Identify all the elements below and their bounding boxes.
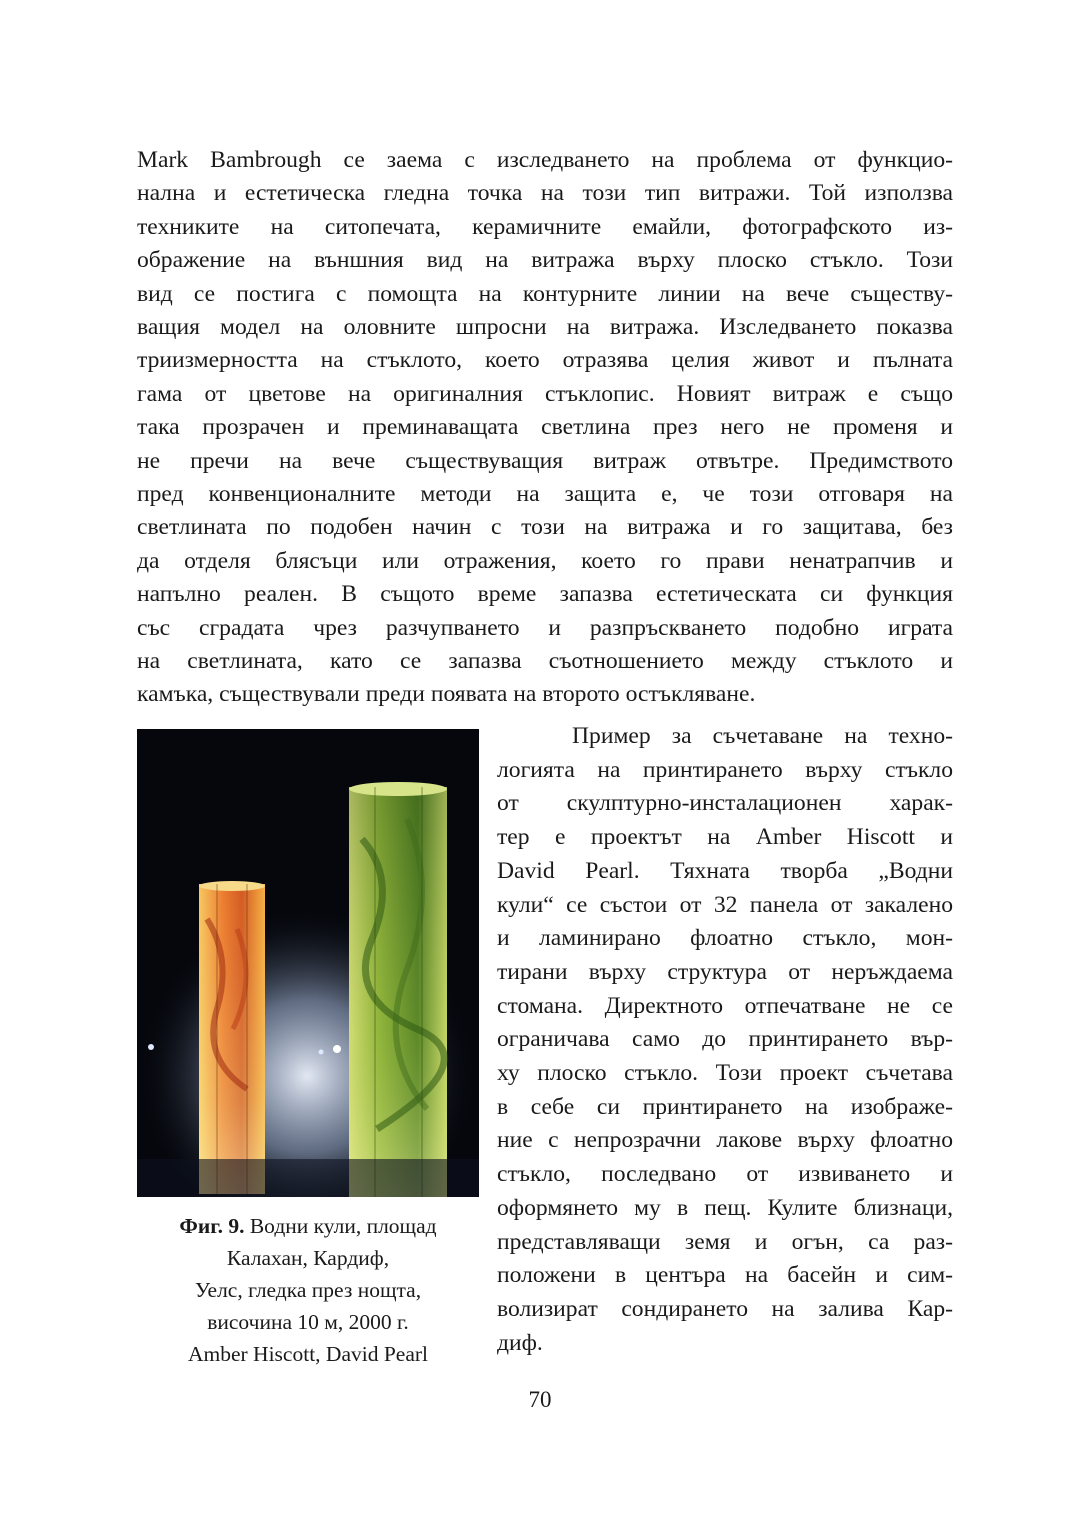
caption-line-5: Amber Hiscott, David Pearl	[187, 1342, 429, 1366]
paragraph-1-line: Mark Bambrough се заема с изследването на проблема от функцио-	[137, 147, 953, 173]
paragraph-2-line: положени в центъра на басейн и сим-	[497, 1262, 953, 1289]
paragraph-1-line: напълно реален. В същото време запазва естетическата си функция	[137, 581, 953, 608]
paragraph-1-line: ображение на външния вид на витража върху плоско стъкло. Този	[137, 247, 953, 274]
paragraph-2-line: кули“ се състои от 32 панела от закалено	[497, 891, 953, 918]
paragraph-2-line: ху плоско стъкло. Този проект съчетава	[497, 1060, 953, 1086]
caption-line-1	[137, 1210, 479, 1242]
paragraph-1-line: триизмерността на стъклото, което отразява целия живот и пълната	[137, 347, 953, 374]
figure-photo-water-towers	[137, 729, 479, 1197]
paragraph-2-line: стомана. Директното отпечатване не се	[497, 992, 953, 1019]
paragraph-2-line: David Pearl. Тяхната творба „Водни	[497, 857, 953, 884]
paragraph-1-line: ващия модел на оловните шпросни на витража. Изследването показва	[137, 314, 953, 340]
caption-line-2: Калахан, Кардиф,	[226, 1246, 390, 1270]
paragraph-1-line: гама от цветове на оригиналния стъклопис. Новият витраж е също	[137, 380, 953, 407]
caption-line-3: Уелс, гледка през нощта,	[194, 1278, 422, 1302]
caption-line-4: височина 10 м, 2000 г.	[207, 1310, 409, 1334]
paragraph-1-line: вид се постига с помощта на контурните линии на вече съществу-	[137, 280, 953, 307]
figure-caption	[137, 1210, 479, 1370]
paragraph-2-line: волизират сондирането на залива Кар-	[497, 1295, 953, 1322]
paragraph-2-line: оформянето му в пещ. Кулите близнаци,	[497, 1194, 953, 1221]
paragraph-2-line: диф.	[497, 1329, 543, 1356]
paragraph-2-line: Пример за съчетаване на техно-	[572, 723, 953, 749]
paragraph-2-line: логията на принтирането върху стъкло	[497, 756, 953, 783]
paragraph-2-line: стъкло, последвано от извиването и	[497, 1161, 953, 1188]
paragraph-2-line: в себе си принтирането на изображе-	[497, 1093, 953, 1120]
paragraph-1-line: не пречи на вече съществуващия витраж отвътре. Предимството	[137, 447, 953, 474]
paragraph-1-line: със сградата чрез разчупването и разпръскването подобно играта	[137, 614, 953, 641]
paragraph-1-line: светлината по подобен начин с този на витража и го защитава, без	[137, 514, 953, 541]
paragraph-2-line: представляващи земя и огън, са раз-	[497, 1228, 953, 1255]
paragraph-2-line: ограничава само до принтирането вър-	[497, 1026, 953, 1053]
paragraph-2-line: от скулптурно-инсталационен харак-	[497, 790, 953, 817]
paragraph-2-line: тирани върху структура от неръждаема	[497, 958, 953, 985]
paragraph-1-line: така прозрачен и преминаващата светлина през него не променя и	[137, 414, 953, 441]
paragraph-1-line: пред конвенционалните методи на защита е, че този отговаря на	[137, 481, 953, 507]
paragraph-1-line: да отделя блясъци или отражения, което го прави ненатрапчив и	[137, 547, 953, 574]
water-towers-illustration	[137, 729, 479, 1197]
paragraph-1-line: камъка, съществували преди появата на второто остъкляване.	[137, 681, 756, 708]
caption-text: Водни кули, площад	[249, 1214, 437, 1238]
paragraph-1-line: техниките на ситопечата, керамичните емайли, фотографското из-	[137, 213, 953, 240]
paragraph-2-line: ние с непрозрачни лакове върху флоатно	[497, 1127, 953, 1154]
paragraph-2-line: и ламинирано флоатно стъкло, мон-	[497, 925, 953, 952]
figure-label: Фиг. 9.	[179, 1214, 245, 1238]
page-number: 70	[528, 1387, 552, 1412]
paragraph-1-line: на светлината, като се запазва съотношението между стъклото и	[137, 648, 953, 674]
paragraph-2-line: тер е проектът на Amber Hiscott и	[497, 824, 953, 851]
paragraph-1-line: нална и естетическа гледна точка на този тип витражи. Той използва	[137, 180, 953, 207]
